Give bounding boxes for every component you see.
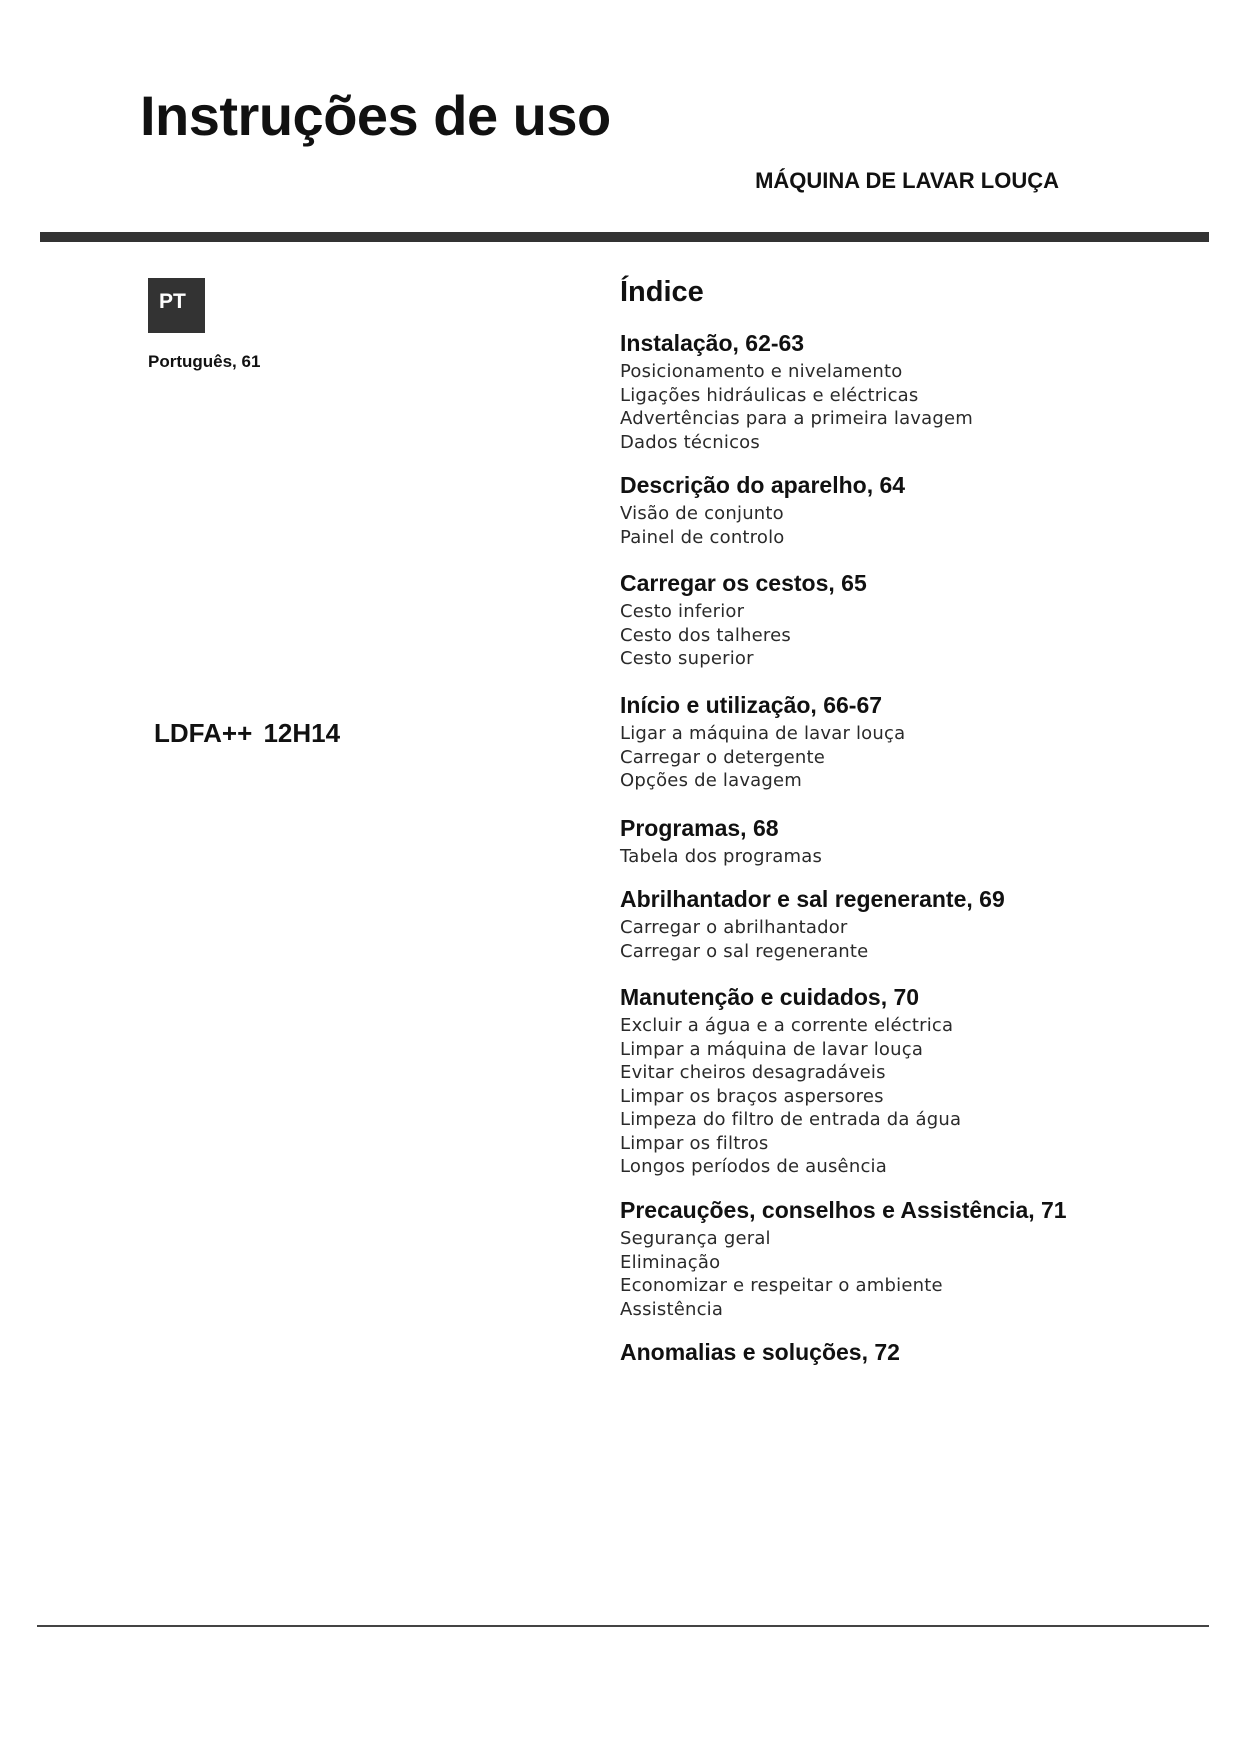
toc-section-rinse-aid (620, 888, 1180, 963)
header-divider (40, 232, 1209, 242)
toc-item: Segurança geral (620, 1228, 771, 1249)
toc-item: Cesto inferior (620, 601, 745, 622)
toc-section-title: Programas, 68 (620, 815, 779, 841)
toc-item: Ligações hidráulicas e eléctricas (620, 384, 919, 406)
toc-item: Advertências para a primeira lavagem (620, 408, 974, 429)
model-number: LDFA++ 12H14 (154, 718, 341, 748)
toc-section-title: Precauções, conselhos e Assistência, 71 (620, 1197, 1067, 1223)
toc-item: Cesto dos talheres (620, 624, 791, 646)
toc-section-maintenance (620, 986, 1180, 1179)
toc-item: Tabela dos programas (620, 846, 823, 867)
toc-section-title: Carregar os cestos, 65 (620, 570, 867, 596)
document-subtitle: MÁQUINA DE LAVAR LOUÇA (755, 168, 1059, 193)
toc-item: Evitar cheiros desagradáveis (620, 1062, 886, 1083)
toc-section-installation (620, 332, 1180, 454)
language-label: Português, 61 (148, 352, 261, 371)
toc-item: Limpar os braços aspersores (620, 1085, 884, 1107)
footer-divider (37, 1625, 1209, 1627)
toc-item: Opções de lavagem (620, 770, 803, 791)
toc-section-title: Instalação, 62-63 (620, 330, 805, 356)
toc-section-start (620, 694, 1180, 793)
toc-item: Eliminação (620, 1251, 721, 1273)
toc-section-baskets (620, 572, 1180, 671)
toc-item: Economizar e respeitar o ambiente (620, 1275, 943, 1296)
toc-item: Limpeza do filtro de entrada da água (620, 1109, 962, 1130)
toc-item: Limpar a máquina de lavar louça (620, 1038, 924, 1060)
toc-item: Carregar o abrilhantador (620, 917, 848, 938)
toc-item: Carregar o detergente (620, 746, 826, 768)
toc-section-programs (620, 817, 1180, 869)
toc-heading: Índice (620, 276, 704, 308)
toc-section-title: Descrição do aparelho, 64 (620, 472, 906, 498)
toc-item: Visão de conjunto (620, 503, 784, 524)
toc-section-troubleshooting (620, 1341, 1180, 1369)
toc-item: Dados técnicos (620, 431, 760, 453)
toc-item: Longos períodos de ausência (620, 1156, 887, 1177)
toc-item: Cesto superior (620, 648, 754, 669)
toc-item: Posicionamento e nivelamento (620, 361, 903, 382)
toc-item: Limpar os filtros (620, 1132, 769, 1154)
toc-section-title: Anomalias e soluções, 72 (620, 1339, 900, 1365)
toc-section-precautions (620, 1199, 1180, 1321)
toc-item: Assistência (620, 1298, 724, 1320)
toc-item: Ligar a máquina de lavar louça (620, 723, 906, 744)
toc-item: Painel de controlo (620, 526, 785, 548)
toc-section-title: Abrilhantador e sal regenerante, 69 (620, 886, 1005, 912)
toc-item: Carregar o sal regenerante (620, 940, 869, 962)
toc-section-title: Início e utilização, 66-67 (620, 692, 883, 718)
toc-item: Excluir a água e a corrente eléctrica (620, 1015, 954, 1036)
document-title: Instruções de uso (140, 84, 611, 147)
toc-section-title: Manutenção e cuidados, 70 (620, 984, 920, 1010)
toc-section-description (620, 474, 1180, 549)
language-badge: PT (148, 278, 205, 333)
